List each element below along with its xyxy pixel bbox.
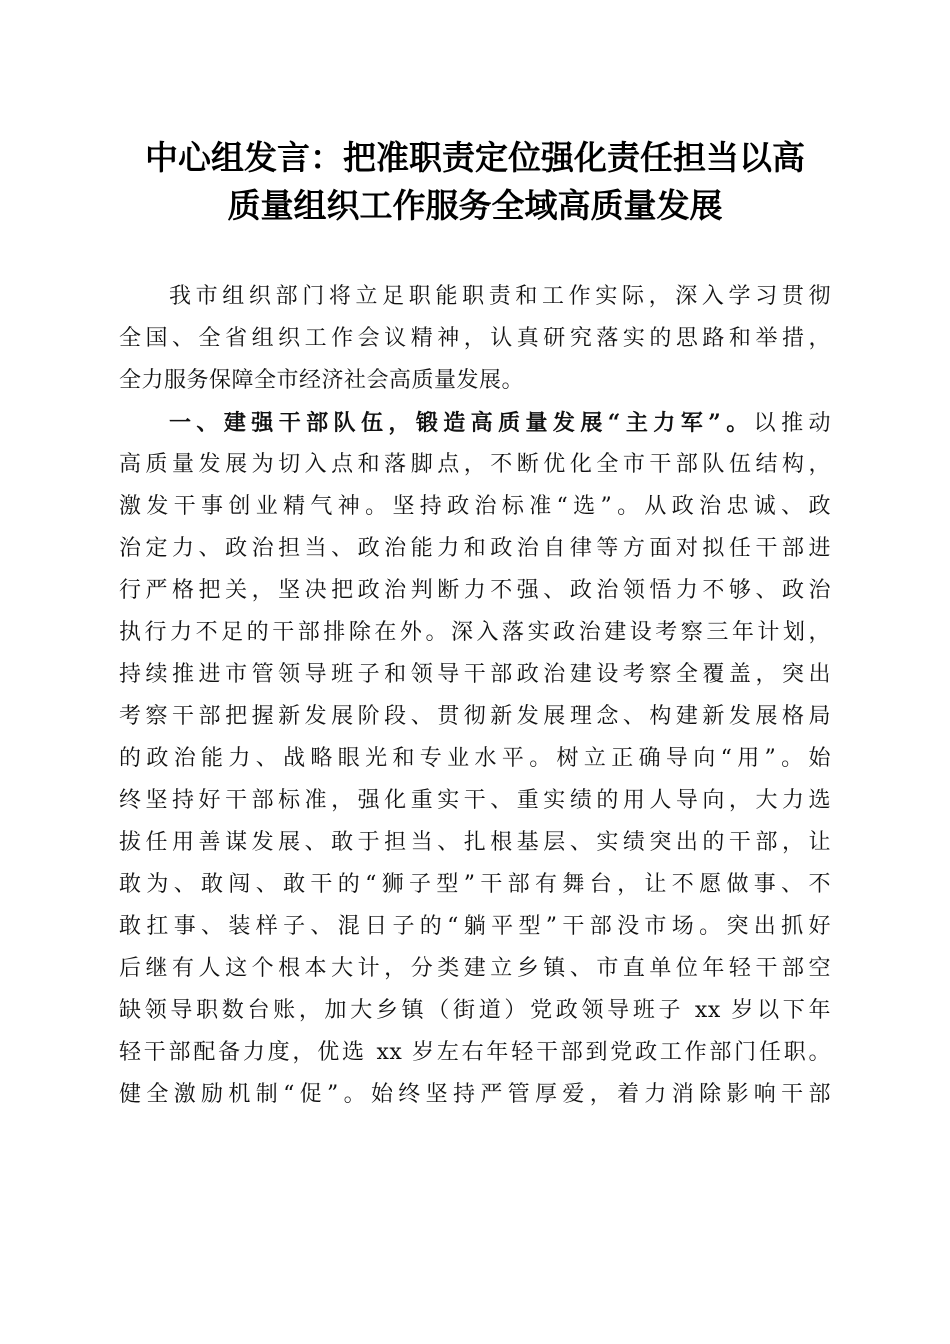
paragraph-line: 执行力不足的干部排除在外。深入落实政治建设考察三年计划，	[119, 620, 831, 645]
paragraph-line: 终坚持好干部标准，强化重实干、重实绩的用人导向，大力选	[119, 788, 831, 813]
paragraph-line: 健全激励机制“促”。始终坚持严管厚爱，着力消除影响干部	[119, 1082, 831, 1107]
paragraph-line: 全国、全省组织工作会议精神，认真研究落实的思路和举措，	[119, 326, 831, 351]
paragraph-intro	[119, 276, 831, 402]
document-body	[119, 276, 831, 1116]
paragraph-line: 敢为、敢闯、敢干的“狮子型”干部有舞台，让不愿做事、不	[119, 872, 831, 897]
paragraph-line: 缺领导职数台账，加大乡镇（街道）党政领导班子 xx 岁以下年	[119, 998, 831, 1023]
paragraph-line: 敢扛事、装样子、混日子的“躺平型”干部没市场。突出抓好	[119, 914, 831, 939]
paragraph-section-1	[119, 402, 831, 1116]
paragraph-line: 我市组织部门将立足职能职责和工作实际，深入学习贯彻	[169, 284, 831, 309]
paragraph-line: 激发干事创业精气神。坚持政治标准“选”。从政治忠诚、政	[119, 494, 831, 519]
paragraph-line: 的政治能力、战略眼光和专业水平。树立正确导向“用”。始	[119, 746, 831, 771]
title-line-1: 中心组发言：把准职责定位强化责任担当以高	[145, 138, 805, 177]
title-line-2: 质量组织工作服务全域高质量发展	[227, 186, 723, 225]
paragraph-line: 拔任用善谋发展、敢于担当、扎根基层、实绩突出的干部，让	[119, 830, 831, 855]
paragraph-line: 轻干部配备力度，优选 xx 岁左右年轻干部到党政工作部门任职。	[119, 1040, 831, 1065]
paragraph-line: 后继有人这个根本大计，分类建立乡镇、市直单位年轻干部空	[119, 956, 831, 981]
heading-line-rest: 以推动	[753, 411, 831, 436]
paragraph-line: 考察干部把握新发展阶段、贯彻新发展理念、构建新发展格局	[119, 704, 831, 729]
paragraph-first-line	[119, 402, 831, 444]
paragraph-line: 全力服务保障全市经济社会高质量发展。	[119, 368, 525, 393]
paragraph-line: 持续推进市管领导班子和领导干部政治建设考察全覆盖，突出	[119, 662, 831, 687]
document-title	[100, 134, 850, 230]
paragraph-line: 治定力、政治担当、政治能力和政治自律等方面对拟任干部进	[119, 536, 831, 561]
paragraph-line: 行严格把关，坚决把政治判断力不强、政治领悟力不够、政治	[119, 578, 831, 603]
paragraph-line: 高质量发展为切入点和落脚点，不断优化全市干部队伍结构，	[119, 452, 831, 477]
section-heading: 一、建强干部队伍，锻造高质量发展“主力军”。	[169, 410, 754, 436]
